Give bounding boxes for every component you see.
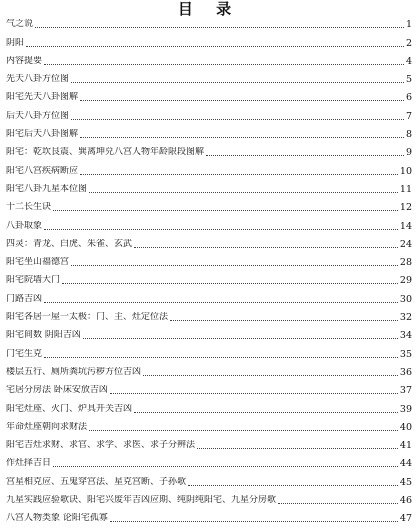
- toc-entry-page-number: 39: [399, 403, 412, 415]
- toc-entry-title: 八宫人物类象 论阳宅孤寡: [6, 513, 108, 524]
- toc-entry-page-number: 47: [399, 513, 412, 525]
- toc-entry-title: 宫星相克应、五鬼穿宫法、星克宫断、子孙歌: [6, 476, 187, 487]
- dot-leader: [80, 100, 404, 101]
- toc-entry[interactable]: [6, 268, 412, 286]
- dot-leader: [62, 283, 398, 284]
- toc-entry-page-number: 2: [405, 37, 412, 49]
- toc-entry[interactable]: [6, 140, 412, 158]
- toc-entry-page-number: 40: [399, 421, 412, 433]
- dot-leader: [53, 466, 398, 467]
- toc-entry-title: 八卦取象: [6, 220, 43, 231]
- dot-leader: [26, 46, 404, 47]
- toc-entry[interactable]: [6, 415, 412, 433]
- toc-entry[interactable]: [6, 286, 412, 304]
- dot-leader: [44, 64, 404, 65]
- toc-entry-title: 阳宅后天八卦图解: [6, 129, 79, 140]
- dot-leader: [206, 155, 404, 156]
- toc-entry[interactable]: [6, 232, 412, 250]
- toc-entry-title: 门宅生克: [6, 348, 43, 359]
- toc-entry[interactable]: [6, 506, 412, 524]
- toc-entry-title: 阳宅院墙大门: [6, 275, 61, 286]
- dot-leader: [71, 82, 404, 83]
- dot-leader: [110, 521, 398, 522]
- toc-entry-title: 阳宅：乾坎艮震、巽离坤兑八宫人物年龄限段图解: [6, 147, 205, 158]
- toc-entry-page-number: 7: [405, 110, 412, 122]
- toc-entry-title: 门路吉凶: [6, 293, 43, 304]
- toc-entry-page-number: 11: [399, 183, 412, 195]
- toc-entry[interactable]: [6, 323, 412, 341]
- toc-entry[interactable]: [6, 305, 412, 323]
- toc-entry[interactable]: [6, 396, 412, 414]
- toc-entry-page-number: 4: [405, 55, 412, 67]
- toc-entry-title: 四灵：青龙、白虎、朱雀、玄武: [6, 238, 133, 249]
- dot-leader: [134, 247, 398, 248]
- toc-entry[interactable]: [6, 341, 412, 359]
- toc-heading: 目 录: [177, 0, 241, 18]
- toc-entry[interactable]: [6, 213, 412, 231]
- toc-entry-title: 先天八卦方位图: [6, 74, 70, 85]
- toc-entry-title: 阳宅八宫疾病断应: [6, 165, 79, 176]
- dot-leader: [197, 448, 398, 449]
- toc-entry-page-number: 45: [399, 476, 412, 488]
- toc-entry-title: 十二长生诀: [6, 202, 52, 213]
- toc-entry-title: 阳宅灶座、火门、炉具开关吉凶: [6, 403, 133, 414]
- toc-entry-title: 九星实践应验歌诀、阳宅兴废年吉凶应期、纯阴纯阳宅、九星分房歌: [6, 495, 277, 506]
- toc-entry-page-number: 46: [399, 495, 412, 507]
- toc-entry-title: 阳宅各居一屋一太极：门、主、灶定位法: [6, 312, 169, 323]
- dot-leader: [44, 302, 398, 303]
- toc-entry[interactable]: [6, 122, 412, 140]
- dot-leader: [44, 229, 398, 230]
- toc-entry-title: 年命灶座朝向求财法: [6, 421, 88, 432]
- toc-entry-page-number: 14: [399, 220, 412, 232]
- toc-entry-title: 阳宅八卦九星本位图: [6, 183, 88, 194]
- dot-leader: [44, 357, 398, 358]
- toc-entry-page-number: 1: [405, 19, 412, 31]
- toc-entry-title: 内容提要: [6, 55, 43, 66]
- dot-leader: [80, 137, 404, 138]
- toc-entry-page-number: 32: [399, 312, 412, 324]
- toc-entry[interactable]: [6, 158, 412, 176]
- toc-entry-page-number: 5: [405, 74, 412, 86]
- dot-leader: [170, 320, 398, 321]
- toc-entry[interactable]: [6, 469, 412, 487]
- dot-leader: [143, 375, 398, 376]
- dot-leader: [53, 210, 398, 211]
- dot-leader: [110, 393, 398, 394]
- toc-entry[interactable]: [6, 360, 412, 378]
- toc-entry-page-number: 28: [399, 257, 412, 269]
- toc-entry-page-number: 30: [399, 293, 412, 305]
- toc-entry-page-number: 44: [399, 458, 412, 470]
- toc-entry[interactable]: [6, 488, 412, 506]
- toc-entry-title: 阳宅坐山福德宫: [6, 257, 70, 268]
- toc-entry-title: 气之说: [6, 19, 34, 30]
- dot-leader: [89, 430, 398, 431]
- toc-entry-page-number: 24: [399, 238, 412, 250]
- toc-entry-title: 阳宅先天八卦图解: [6, 92, 79, 103]
- toc-entry[interactable]: [6, 378, 412, 396]
- toc-entry[interactable]: [6, 49, 412, 67]
- dot-leader: [89, 192, 398, 193]
- toc-entry-page-number: 6: [405, 92, 412, 104]
- toc-entry-page-number: 12: [399, 202, 412, 214]
- toc-entry-page-number: 8: [405, 129, 412, 141]
- toc-entry-page-number: 9: [405, 147, 412, 159]
- toc-entry-title: 作灶择吉日: [6, 458, 52, 469]
- toc-entry-page-number: 37: [399, 385, 412, 397]
- toc-entry[interactable]: [6, 195, 412, 213]
- toc-entry-title: 阴阳: [6, 37, 25, 48]
- toc-entry[interactable]: [6, 85, 412, 103]
- toc-entry-page-number: 36: [399, 366, 412, 378]
- toc-entry[interactable]: [6, 12, 412, 30]
- toc-entry-title: 楼层五行、厕所粪坑污秽方位吉凶: [6, 366, 142, 377]
- toc-entry-page-number: 34: [399, 330, 412, 342]
- dot-leader: [71, 119, 404, 120]
- toc-entry-page-number: 10: [399, 165, 412, 177]
- toc-entry[interactable]: [6, 250, 412, 268]
- toc-entry-page-number: 29: [399, 275, 412, 287]
- toc-entry[interactable]: [6, 177, 412, 195]
- toc-entry-page-number: 41: [399, 440, 412, 452]
- dot-leader: [71, 265, 398, 266]
- toc-entry-title: 阳宅间数 阴阳吉凶: [6, 330, 81, 341]
- dot-leader: [278, 503, 398, 504]
- toc-entry[interactable]: [6, 30, 412, 48]
- dot-leader: [80, 174, 398, 175]
- dot-leader: [35, 27, 404, 28]
- toc-entry[interactable]: [6, 433, 412, 451]
- toc-entry[interactable]: [6, 103, 412, 121]
- toc-entry-title: 后天八卦方位图: [6, 110, 70, 121]
- toc-entry[interactable]: [6, 67, 412, 85]
- toc-entry-title: 宅居分房法 卧床安放吉凶: [6, 385, 108, 396]
- toc-list: [6, 12, 412, 524]
- dot-leader: [134, 412, 398, 413]
- toc-entry[interactable]: [6, 451, 412, 469]
- toc-entry-page-number: 35: [399, 348, 412, 360]
- dot-leader: [188, 485, 398, 486]
- toc-entry-title: 阳宅吉灶求财、求官、求学、求医、求子分辨法: [6, 440, 196, 451]
- dot-leader: [83, 338, 398, 339]
